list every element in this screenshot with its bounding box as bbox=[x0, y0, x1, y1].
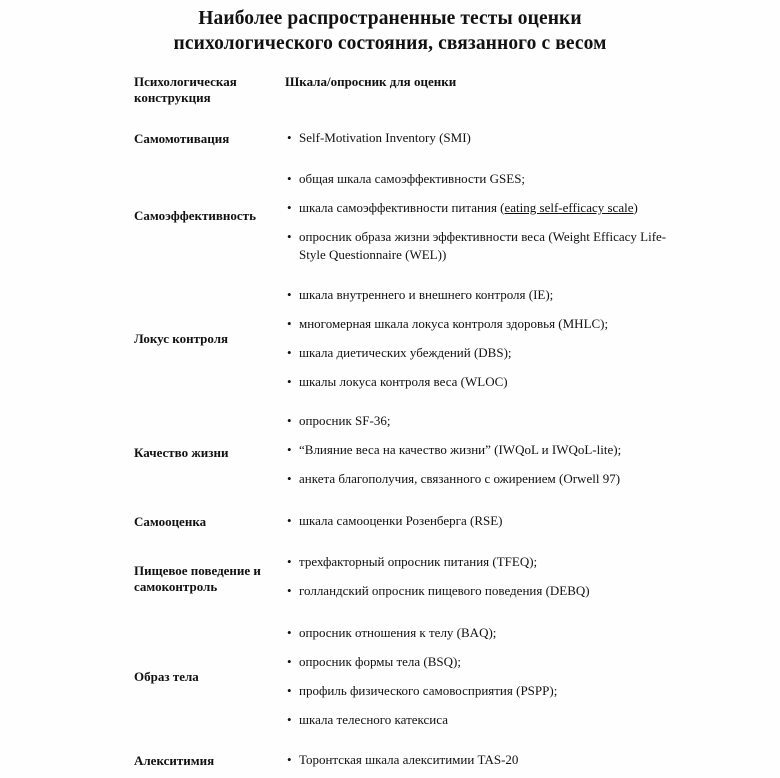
list-item: • опросник SF-36; bbox=[285, 412, 685, 430]
column-header-scale: Шкала/опросник для оценки bbox=[285, 74, 457, 89]
list-item: • шкала диетических убеждений (DBS); bbox=[285, 344, 685, 362]
list-item: • анкета благополучия, связанного с ожирением (Orwell 97) bbox=[285, 470, 685, 488]
list-item: • профиль физического самовосприятия (PSPP); bbox=[285, 682, 685, 700]
row-label: Самомотивация bbox=[134, 131, 230, 146]
list-item: • опросник формы тела (BSQ); bbox=[285, 653, 685, 671]
item-list bbox=[285, 751, 685, 769]
list-item: • опросник образа жизни эффективности веса (Weight Efficacy Life-Style Questionnaire (WEL)) bbox=[285, 228, 685, 264]
title-line-2: психологического состояния, связанного с весом bbox=[173, 33, 607, 54]
list-item: • Торонтская шкала алекситимии TAS-20 bbox=[285, 751, 685, 769]
row-label: Алекситимия bbox=[134, 753, 215, 768]
row-label: Самоэффективность bbox=[134, 208, 256, 223]
list-item: • шкала телесного катексиса bbox=[285, 711, 685, 729]
item-list bbox=[285, 170, 685, 264]
item-list bbox=[285, 286, 685, 391]
list-item: • шкалы локуса контроля веса (WLOC) bbox=[285, 373, 685, 391]
page-title bbox=[0, 6, 780, 56]
item-list bbox=[285, 512, 685, 530]
item-list bbox=[285, 553, 685, 600]
list-item: • общая шкала самоэффективности GSES; bbox=[285, 170, 685, 188]
row-label: Самооценка bbox=[134, 514, 207, 529]
eating-self-efficacy-link[interactable]: eating self-efficacy scale bbox=[504, 200, 634, 215]
list-item: • шкала самооценки Розенберга (RSE) bbox=[285, 512, 685, 530]
list-item: • Self-Motivation Inventory (SMI) bbox=[285, 129, 685, 147]
row-label: Пищевое поведение и самоконтроль bbox=[134, 563, 261, 594]
item-list bbox=[285, 412, 685, 488]
item-list bbox=[285, 624, 685, 729]
list-item: • трехфакторный опросник питания (TFEQ); bbox=[285, 553, 685, 571]
row-label: Качество жизни bbox=[134, 445, 229, 460]
list-item: • опросник отношения к телу (BAQ); bbox=[285, 624, 685, 642]
column-header-construct: Психологическая конструкция bbox=[134, 74, 237, 105]
item-list bbox=[285, 129, 685, 147]
list-item: • шкала самоэффективности питания (eating self-efficacy scale) bbox=[285, 199, 685, 217]
list-item: • шкала внутреннего и внешнего контроля (IE); bbox=[285, 286, 685, 304]
title-line-1: Наиболее распространенные тесты оценки bbox=[198, 8, 582, 29]
list-item: • голландский опросник пищевого поведения (DEBQ) bbox=[285, 582, 685, 600]
list-item: • многомерная шкала локуса контроля здоровья (MHLC); bbox=[285, 315, 685, 333]
row-label: Образ тела bbox=[134, 669, 199, 684]
list-item: • “Влияние веса на качество жизни” (IWQoL и IWQoL-lite); bbox=[285, 441, 685, 459]
row-label: Локус контроля bbox=[134, 331, 229, 346]
